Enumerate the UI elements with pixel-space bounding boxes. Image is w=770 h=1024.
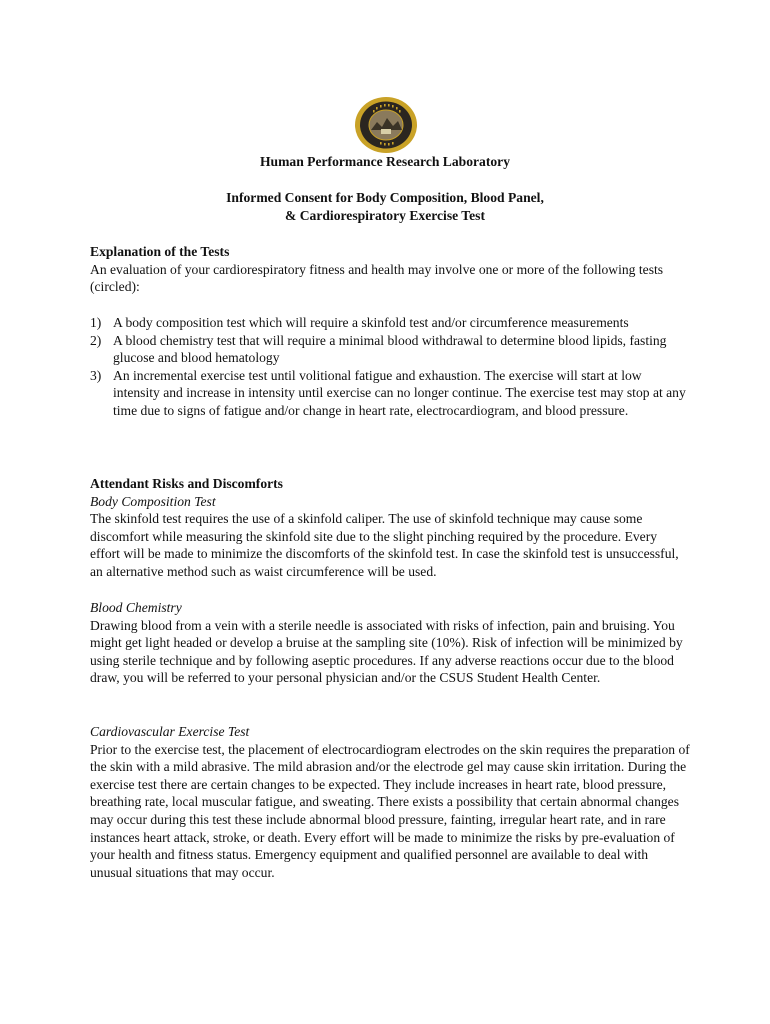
body-composition-text: The skinfold test requires the use of a skinfold caliper. The use of skinfold technique may cause some discomfort while measuring the skinfold site due to the slight pinching required by the procedure. Every effort will be made to minimize the discomforts of the skinfold test. In case the skinfold test is unsuccessful, an alternative method such as waist circumference will be used. (90, 511, 679, 579)
document-title (0, 189, 770, 224)
test-item-number: 1) (90, 315, 102, 330)
explanation-section (90, 243, 690, 296)
blood-chemistry-title: Blood Chemistry (90, 600, 182, 615)
test-item-number: 3) (90, 367, 102, 383)
test-item-text: An incremental exercise test until volitional fatigue and exhaustion. The exercise will start at low intensity and increase in intensity until exercise can no longer continue. The exercise test may stop at any time due to signs of fatigue and/or change in heart rate, electrocardiogram, and blood pressure. (113, 367, 686, 418)
lab-name: Human Performance Research Laboratory (259, 154, 511, 169)
risks-section (90, 475, 690, 581)
test-item-3 (90, 367, 686, 420)
body-composition-title: Body Composition Test (90, 493, 216, 509)
blood-chemistry-text: Drawing blood from a vein with a sterile needle is associated with risks of infection, pain and bruising. You might get light headed or develop a bruise at the sampling site (10%). Risk of infection will be minimized by using sterile technique and by following aseptic procedures. If any adverse reactions occur due to the blood draw, you will be referred to your personal physician and/or the CSUS Student Health Center. (90, 617, 683, 686)
cardio-exercise-section (90, 723, 690, 881)
cardio-exercise-text: Prior to the exercise test, the placement of electrocardiogram electrodes on the skin requires the preparation of the skin with a mild abrasive. The mild abrasion and/or the electrode gel may cause skin irritation. During the exercise test there are certain changes to be expected. They include increases in heart rate, blood pressure, breathing rate, local muscular fatigue, and sweating. There exists a possibility that certain abnormal changes may occur during this test these include abnormal blood pressure, fainting, irregular heart rate, and in rare instances heart attack, stroke, or death. Every effort will be made to minimize the risks by pre-evaluation of your health and fitness status. Emergency equipment and qualified personnel are available to deal with unusual situations that may occur. (90, 741, 690, 880)
seal-icon (354, 96, 418, 154)
tests-list (90, 314, 686, 420)
explanation-intro: An evaluation of your cardiorespiratory fitness and health may involve one or more of the following tests (circled): (90, 261, 664, 295)
test-item-2 (90, 332, 686, 367)
blood-chemistry-section (90, 599, 690, 687)
risks-heading: Attendant Risks and Discomforts (90, 476, 283, 491)
cardio-exercise-title: Cardiovascular Exercise Test (90, 724, 250, 739)
test-item-text: A blood chemistry test that will require a minimal blood withdrawal to determine blood lipids, fasting glucose and blood hematology (113, 332, 667, 366)
title-line-1: Informed Consent for Body Composition, Blood Panel, (226, 190, 544, 205)
test-item-1 (90, 314, 686, 332)
test-item-number: 2) (90, 332, 102, 348)
tests-list-container (90, 314, 686, 420)
university-seal (354, 96, 418, 154)
title-line-2: & Cardiorespiratory Exercise Test (285, 207, 485, 223)
test-item-text: A body composition test which will require a skinfold test and/or circumference measurements (113, 315, 629, 330)
explanation-heading: Explanation of the Tests (90, 244, 230, 259)
